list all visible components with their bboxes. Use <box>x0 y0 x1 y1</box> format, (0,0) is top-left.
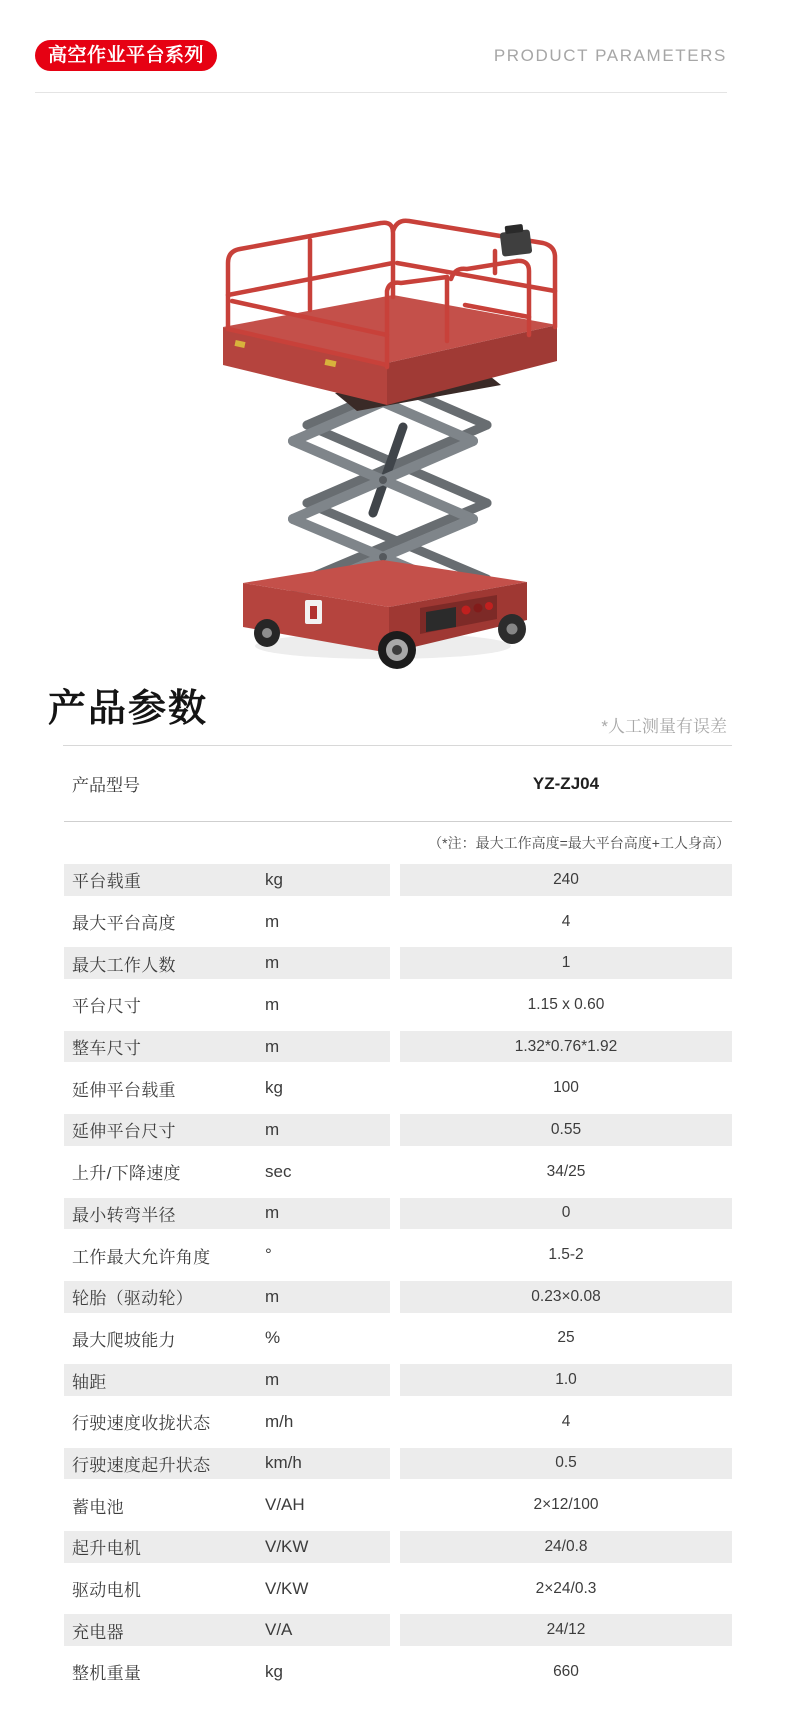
spec-label: 工作最大允许角度 <box>72 1247 211 1267</box>
table-row <box>64 1568 732 1610</box>
model-value: YZ-ZJ04 <box>532 773 600 793</box>
spec-value: 2×24/0.3 <box>535 1579 597 1597</box>
table-row <box>64 1359 732 1401</box>
spec-value: 660 <box>553 1662 579 1680</box>
table-row <box>64 1609 732 1651</box>
spec-unit: m <box>265 994 280 1014</box>
table-row <box>64 1067 732 1109</box>
table-row <box>64 1651 732 1693</box>
table-row <box>64 1443 732 1485</box>
spec-value: 1.5-2 <box>548 1246 584 1264</box>
spec-unit: % <box>265 1328 281 1348</box>
table-row <box>64 1484 732 1526</box>
spec-unit: kg <box>265 869 283 889</box>
spec-unit: km/h <box>265 1453 302 1473</box>
spec-label: 轮胎（驱动轮） <box>72 1289 194 1309</box>
spec-label: 延伸平台载重 <box>72 1080 176 1100</box>
page-header <box>0 0 790 71</box>
spec-label: 平台尺寸 <box>72 997 142 1017</box>
table-row <box>64 1318 732 1360</box>
spec-value: 34/25 <box>546 1162 586 1180</box>
spec-unit: m <box>265 1119 280 1139</box>
table-row <box>64 1234 732 1276</box>
spec-unit: kg <box>265 1661 283 1681</box>
spec-label: 行驶速度收拢状态 <box>72 1414 211 1434</box>
measurement-note: *人工测量有误差 <box>601 717 727 736</box>
spec-value: 1.15 x 0.60 <box>527 995 605 1013</box>
table-row <box>64 942 732 984</box>
spec-unit: m <box>265 1036 280 1056</box>
table-row <box>64 1193 732 1235</box>
spec-unit: V/KW <box>265 1578 309 1598</box>
spec-unit: m <box>265 1370 280 1390</box>
table-row <box>64 984 732 1026</box>
spec-rows <box>64 859 732 1693</box>
spec-label: 上升/下降速度 <box>72 1164 181 1184</box>
table-row <box>64 1401 732 1443</box>
spec-unit: m <box>265 1203 280 1223</box>
spec-unit: V/A <box>265 1620 293 1640</box>
spec-label: 驱动电机 <box>72 1581 142 1601</box>
spec-label: 轴距 <box>72 1372 107 1392</box>
spec-label: 充电器 <box>72 1622 124 1642</box>
spec-unit: V/KW <box>265 1536 309 1556</box>
spec-value: 24/0.8 <box>544 1537 588 1555</box>
spec-value: 0.23×0.08 <box>531 1287 601 1305</box>
spec-table <box>64 746 732 1693</box>
spec-label: 平台载重 <box>72 872 142 892</box>
spec-label: 最大平台高度 <box>72 914 176 934</box>
spec-label: 整机重量 <box>72 1664 142 1684</box>
spec-label: 整车尺寸 <box>72 1039 142 1059</box>
spec-unit: sec <box>265 1161 292 1181</box>
spec-value: 1.0 <box>555 1371 577 1389</box>
spec-value: 2×12/100 <box>533 1496 599 1514</box>
spec-value: 0.5 <box>555 1454 577 1472</box>
spec-value: 240 <box>553 870 579 888</box>
header-divider <box>35 92 727 93</box>
spec-value: 0.55 <box>550 1120 582 1138</box>
section-title: 产品参数 <box>48 688 209 730</box>
rail-control-box <box>500 224 533 257</box>
spec-value: 25 <box>557 1329 575 1347</box>
header-right-label: PRODUCT PARAMETERS <box>493 45 727 65</box>
spec-unit: kg <box>265 1078 283 1098</box>
table-row <box>64 1526 732 1568</box>
spec-label: 起升电机 <box>72 1539 142 1559</box>
spec-label: 最大爬坡能力 <box>72 1330 176 1350</box>
table-row <box>64 1026 732 1068</box>
model-row <box>64 746 732 822</box>
model-label: 产品型号 <box>72 776 140 795</box>
spec-value: 1 <box>561 954 571 972</box>
spec-unit: V/AH <box>265 1495 305 1515</box>
product-image-scissor-lift <box>165 105 595 671</box>
table-row <box>64 859 732 901</box>
series-badge: 高空作业平台系列 <box>35 40 217 71</box>
spec-value: 1.32*0.76*1.92 <box>514 1037 618 1055</box>
spec-label: 蓄电池 <box>72 1497 124 1517</box>
table-row <box>64 1151 732 1193</box>
spec-value: 4 <box>561 912 571 930</box>
spec-value: 4 <box>561 1412 571 1430</box>
spec-label: 最大工作人数 <box>72 955 176 975</box>
table-row <box>64 1276 732 1318</box>
spec-value: 0 <box>561 1204 571 1222</box>
spec-value: 100 <box>553 1079 579 1097</box>
spec-label: 行驶速度起升状态 <box>72 1455 211 1475</box>
spec-unit: m <box>265 911 280 931</box>
table-row <box>64 901 732 943</box>
table-note: （*注：最大工作高度=最大平台高度+工人身高） <box>428 835 730 851</box>
spec-unit: m/h <box>265 1411 294 1431</box>
spec-unit: ° <box>265 1245 272 1265</box>
section-heading <box>48 685 727 737</box>
spec-label: 最小转弯半径 <box>72 1205 176 1225</box>
spec-unit: m <box>265 953 280 973</box>
spec-unit: m <box>265 1286 280 1306</box>
spec-label: 延伸平台尺寸 <box>72 1122 176 1142</box>
table-row <box>64 1109 732 1151</box>
spec-value: 24/12 <box>546 1621 586 1639</box>
